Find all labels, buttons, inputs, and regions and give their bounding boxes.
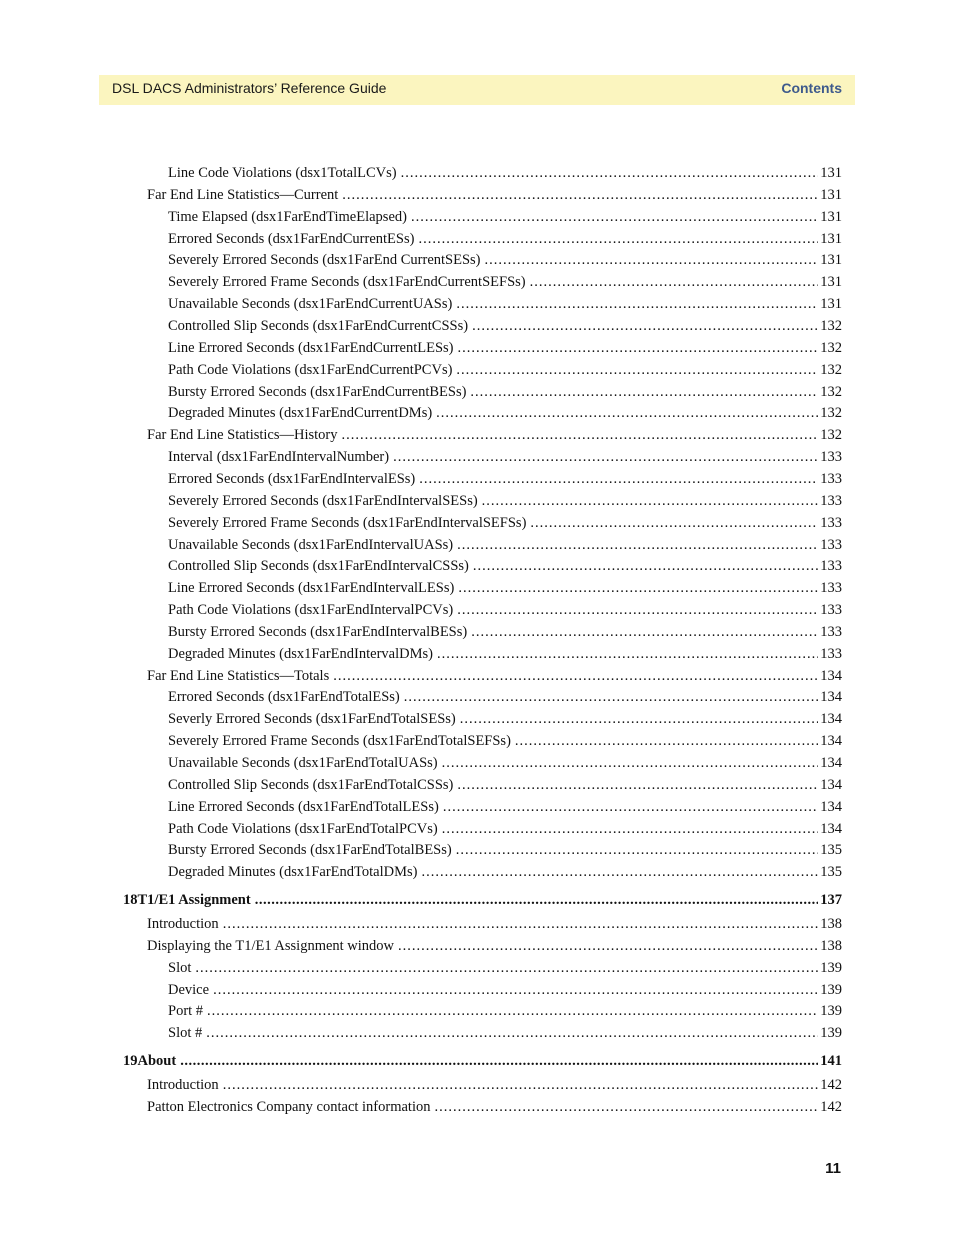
toc-dot-leader — [460, 710, 819, 728]
toc-dot-leader — [207, 1002, 818, 1020]
toc-entry-title: Degraded Minutes (dsx1FarEndCurrentDMs) — [168, 405, 433, 422]
toc-entry[interactable] — [168, 1024, 842, 1042]
toc-dot-leader — [457, 536, 818, 554]
toc-entry[interactable] — [168, 536, 842, 554]
toc-chapter-number: 19 — [123, 1053, 138, 1069]
toc-entry-title: Slot — [168, 959, 192, 976]
toc-entry[interactable] — [168, 579, 842, 597]
toc-entry-page: 133 — [820, 602, 842, 618]
toc-dot-leader — [180, 1052, 818, 1070]
toc-entry-title: Bursty Errored Seconds (dsx1FarEndCurrentBESs) — [168, 383, 467, 400]
toc-entry[interactable] — [168, 688, 842, 706]
page-number: 11 — [825, 1160, 841, 1177]
toc-entry-title: Far End Line Statistics—History — [147, 427, 338, 444]
toc-entry-page: 133 — [820, 580, 842, 597]
toc-entry[interactable] — [147, 426, 842, 444]
toc-entry-title: T1/E1 Assignment — [137, 892, 251, 909]
toc-entry-page: 134 — [820, 689, 842, 706]
toc-dot-leader — [456, 295, 818, 313]
toc-dot-leader — [419, 470, 818, 488]
toc-entry[interactable] — [168, 361, 842, 379]
toc-entry-page: 135 — [820, 842, 842, 859]
toc-entry[interactable] — [168, 754, 842, 772]
toc-dot-leader — [398, 937, 818, 955]
toc-entry[interactable] — [168, 601, 842, 619]
toc-entry[interactable] — [168, 251, 842, 269]
toc-entry-title: Line Errored Seconds (dsx1FarEndCurrentLESs) — [168, 339, 454, 356]
toc-entry-page: 132 — [820, 405, 842, 422]
toc-entry-title: Time Elapsed (dsx1FarEndTimeElapsed) — [168, 208, 407, 225]
toc-entry-page: 133 — [820, 470, 842, 487]
toc-entry[interactable] — [168, 732, 842, 750]
toc-dot-leader — [471, 623, 818, 641]
toc-dot-leader — [457, 601, 818, 619]
toc-entry-title: Interval (dsx1FarEndIntervalNumber) — [168, 449, 390, 466]
toc-entry-page: 134 — [820, 733, 842, 750]
toc-entry-page: 139 — [820, 959, 842, 976]
toc-entry-title: Severely Errored Seconds (dsx1FarEnd CurrentSESs) — [168, 252, 481, 269]
toc-entry[interactable] — [168, 776, 842, 794]
toc-entry-page: 133 — [820, 492, 842, 509]
toc-entry-title: Displaying the T1/E1 Assignment window — [147, 937, 395, 954]
toc-entry[interactable] — [168, 339, 842, 357]
toc-entry[interactable] — [147, 186, 842, 204]
toc-entry-title: Far End Line Statistics—Current — [147, 186, 339, 203]
toc-entry-title: Severely Errored Seconds (dsx1FarEndIntervalSESs) — [168, 492, 478, 509]
toc-entry-page: 132 — [820, 318, 842, 334]
toc-entry-page: 133 — [820, 623, 842, 640]
toc-entry-title: Errored Seconds (dsx1FarEndTotalESs) — [168, 689, 400, 706]
toc-dot-leader — [515, 732, 818, 750]
toc-chapter-entry[interactable] — [123, 891, 842, 909]
toc-entry-title: Path Code Violations (dsx1FarEndIntervalPCVs) — [168, 602, 454, 618]
toc-entry-title: Introduction — [147, 915, 219, 932]
toc-dot-leader — [458, 579, 818, 597]
toc-entry[interactable] — [168, 623, 842, 641]
toc-dot-leader — [401, 164, 819, 182]
toc-entry-title: Controlled Slip Seconds (dsx1FarEndIntervalCSSs) — [168, 558, 469, 575]
toc-entry-page: 132 — [820, 339, 842, 356]
toc-entry-title: Unavailable Seconds (dsx1FarEndTotalUASs) — [168, 755, 438, 771]
toc-dot-leader — [470, 383, 818, 401]
toc-entry-page: 133 — [820, 514, 842, 531]
toc-dot-leader — [435, 1098, 819, 1116]
toc-entry-title: Slot # — [168, 1025, 203, 1042]
toc-entry-page: 134 — [820, 755, 842, 771]
toc-entry[interactable] — [168, 164, 842, 182]
toc-entry-page: 139 — [820, 1003, 842, 1020]
toc-entry-page: 131 — [820, 186, 842, 203]
toc-dot-leader — [530, 514, 818, 532]
toc-entry-title: Unavailable Seconds (dsx1FarEndIntervalUASs) — [168, 536, 454, 553]
toc-dot-leader — [458, 339, 819, 357]
toc-entry[interactable] — [168, 208, 842, 226]
toc-dot-leader — [472, 317, 818, 335]
toc-entry-title: Line Code Violations (dsx1TotalLCVs) — [168, 165, 397, 181]
toc-entry-title: About — [137, 1053, 177, 1069]
toc-entry-title: Controlled Slip Seconds (dsx1FarEndTotalCSSs) — [168, 776, 454, 793]
toc-dot-leader — [333, 667, 818, 685]
toc-dot-leader — [473, 557, 818, 575]
toc-dot-leader — [442, 754, 819, 772]
toc-entry-title: Patton Electronics Company contact information — [147, 1098, 431, 1115]
toc-entry-page: 134 — [820, 711, 842, 728]
toc-dot-leader — [442, 820, 819, 838]
toc-entry-title: Controlled Slip Seconds (dsx1FarEndCurrentCSSs) — [168, 318, 469, 334]
toc-dot-leader — [485, 251, 819, 269]
toc-entry-title: Bursty Errored Seconds (dsx1FarEndIntervalBESs) — [168, 623, 468, 640]
toc-entry-title: Severly Errored Seconds (dsx1FarEndTotalSESs) — [168, 711, 456, 728]
toc-entry[interactable] — [168, 1002, 842, 1020]
toc-entry[interactable] — [168, 514, 842, 532]
toc-dot-leader — [436, 404, 818, 422]
toc-entry[interactable] — [168, 557, 842, 575]
toc-entry-title: Severely Errored Frame Seconds (dsx1FarEndTotalSEFSs) — [168, 733, 511, 750]
toc-entry-title: Line Errored Seconds (dsx1FarEndIntervalLESs) — [168, 580, 455, 597]
toc-dot-leader — [530, 273, 819, 291]
toc-entry[interactable] — [168, 820, 842, 838]
toc-entry[interactable] — [147, 1076, 842, 1094]
toc-entry-title: Severely Errored Frame Seconds (dsx1FarEndCurrentSEFSs) — [168, 274, 526, 291]
toc-entry-page: 138 — [820, 937, 842, 954]
toc-entry[interactable] — [168, 959, 842, 977]
toc-entry-page: 134 — [820, 820, 842, 837]
toc-entry-page: 133 — [820, 558, 842, 575]
toc-dot-leader — [421, 863, 818, 881]
toc-dot-leader — [482, 492, 819, 510]
toc-entry[interactable] — [147, 1098, 842, 1116]
toc-entry[interactable] — [168, 863, 842, 881]
toc-entry-title: Path Code Violations (dsx1FarEndCurrentPCVs) — [168, 361, 453, 378]
toc-entry-page: 132 — [820, 361, 842, 378]
toc-entry[interactable] — [168, 492, 842, 510]
toc-entry[interactable] — [168, 710, 842, 728]
toc-entry-title: Degraded Minutes (dsx1FarEndIntervalDMs) — [168, 645, 433, 662]
toc-entry[interactable] — [168, 798, 842, 816]
toc-entry-page: 131 — [820, 274, 842, 291]
toc-entry-page: 133 — [820, 449, 842, 466]
toc-entry-page: 141 — [820, 1053, 842, 1069]
toc-entry[interactable] — [147, 915, 842, 933]
toc-entry[interactable] — [168, 273, 842, 291]
toc-entry[interactable] — [168, 295, 842, 313]
toc-entry[interactable] — [168, 230, 842, 248]
toc-dot-leader — [393, 448, 818, 466]
toc-entry-page: 134 — [820, 776, 842, 793]
toc-dot-leader — [213, 981, 818, 999]
toc-dot-leader — [456, 361, 818, 379]
document-title: DSL DACS Administrators’ Reference Guide — [112, 80, 387, 96]
toc-chapter-number: 18 — [123, 892, 138, 909]
toc-entry-page: 131 — [820, 165, 842, 181]
toc-entry-page: 133 — [820, 536, 842, 553]
toc-dot-leader — [411, 208, 818, 226]
toc-entry-title: Errored Seconds (dsx1FarEndIntervalESs) — [168, 470, 416, 487]
toc-entry-title: Path Code Violations (dsx1FarEndTotalPCVs) — [168, 820, 438, 837]
toc-entry-page: 139 — [820, 1025, 842, 1042]
toc-entry-page: 131 — [820, 208, 842, 225]
toc-entry-title: Bursty Errored Seconds (dsx1FarEndTotalBESs) — [168, 842, 452, 859]
toc-entry[interactable] — [168, 448, 842, 466]
toc-entry[interactable] — [168, 981, 842, 999]
toc-entry[interactable] — [168, 470, 842, 488]
toc-dot-leader — [443, 798, 818, 816]
toc-entry-page: 137 — [820, 892, 842, 909]
toc-entry-page: 134 — [820, 798, 842, 815]
toc-entry[interactable] — [147, 667, 842, 685]
toc-dot-leader — [206, 1024, 818, 1042]
toc-entry-page: 138 — [820, 915, 842, 932]
toc-entry-page: 132 — [820, 383, 842, 400]
toc-entry-page: 139 — [820, 981, 842, 998]
toc-dot-leader — [223, 1076, 819, 1094]
toc-entry-title: Device — [168, 981, 210, 998]
toc-dot-leader — [437, 645, 818, 663]
toc-entry-page: 135 — [820, 864, 842, 881]
toc-dot-leader — [457, 776, 818, 794]
toc-dot-leader — [223, 915, 819, 933]
section-title: Contents — [781, 80, 842, 96]
toc-dot-leader — [342, 426, 819, 444]
toc-entry-page: 142 — [820, 1098, 842, 1115]
toc-entry-page: 142 — [820, 1076, 842, 1093]
toc-dot-leader — [342, 186, 818, 204]
toc-entry[interactable] — [168, 645, 842, 663]
toc-entry-title: Errored Seconds (dsx1FarEndCurrentESs) — [168, 230, 415, 247]
toc-dot-leader — [418, 230, 818, 248]
toc-entry-page: 132 — [820, 427, 842, 444]
toc-entry-title: Introduction — [147, 1076, 219, 1093]
toc-entry-title: Far End Line Statistics—Totals — [147, 667, 330, 684]
toc-entry-title: Line Errored Seconds (dsx1FarEndTotalLESs) — [168, 798, 439, 815]
toc-entry[interactable] — [168, 317, 842, 335]
toc-entry-page: 133 — [820, 645, 842, 662]
toc-entry-title: Unavailable Seconds (dsx1FarEndCurrentUASs) — [168, 296, 453, 313]
toc-entry-title: Degraded Minutes (dsx1FarEndTotalDMs) — [168, 864, 418, 881]
toc-entry-title: Port # — [168, 1003, 204, 1020]
toc-entry-page: 131 — [820, 296, 842, 313]
toc-dot-leader — [456, 841, 819, 859]
toc-entry[interactable] — [147, 937, 842, 955]
toc-entry-page: 131 — [820, 230, 842, 247]
toc-dot-leader — [255, 891, 819, 909]
running-header — [99, 75, 855, 105]
toc-entry-page: 131 — [820, 252, 842, 269]
toc-entry-title: Severely Errored Frame Seconds (dsx1FarEndIntervalSEFSs) — [168, 514, 527, 531]
toc-entry-page: 134 — [820, 667, 842, 684]
toc-entry[interactable] — [168, 383, 842, 401]
toc-entry[interactable] — [168, 841, 842, 859]
toc-entry[interactable] — [168, 404, 842, 422]
toc-dot-leader — [404, 688, 819, 706]
toc-dot-leader — [195, 959, 818, 977]
toc-chapter-entry[interactable] — [123, 1052, 842, 1070]
